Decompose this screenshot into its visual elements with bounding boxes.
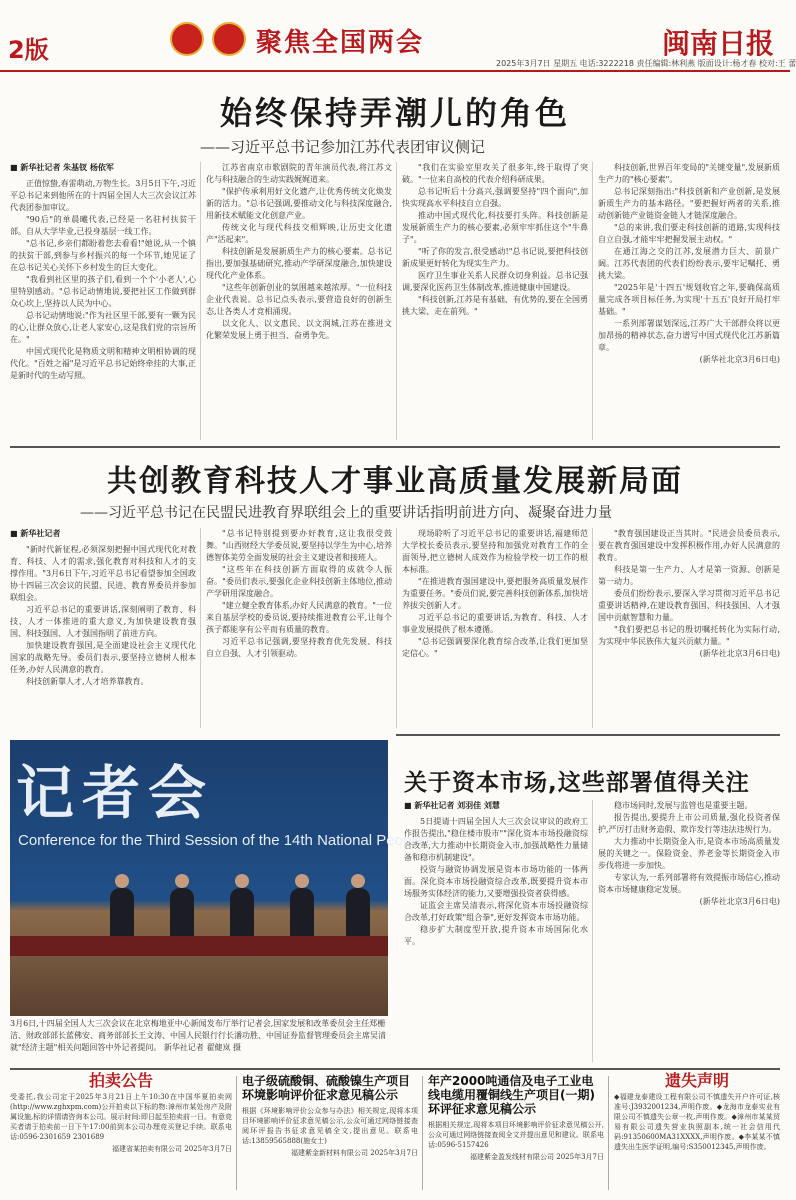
column-divider [200,528,201,728]
paragraph: 5日提请十四届全国人大三次会议审议的政府工作报告提出,"稳住楼市股市""深化资本市场投融资综合改革,大力推动中长期资金入市,加强战略性力量储备和稳市机制建设"。 [404,817,588,862]
section-title: 聚焦全国两会 [256,28,425,58]
dateline: (新华社北京3月6日电) [699,355,780,364]
article2-headline: 共创教育科技人才事业高质量发展新局面 [107,464,683,499]
article2-byline: ■ 新华社记者 [10,529,61,538]
photo-backdrop-title: 记者会 [16,759,215,827]
paragraph: 以文化人、以文惠民、以文润城,江苏在推进文化繁荣发展上勇于担当、奋勇争先。 [206,319,392,340]
article2-column-1 [10,528,196,728]
paragraph: 投资与融资协调发展是资本市场功能的一体两面。深化资本市场投融资综合改革,既要提升资本市场服务实体经济的能力,又要增强投资者获得感。 [404,865,588,898]
paragraph: "保护传承利用好文化遗产,让优秀传统文化焕发新的活力。"总书记强调,要推动文化与科技深度融合,用新技术赋能文化创意产业。 [206,187,392,220]
ad-divider [422,1076,423,1190]
eia-notice-1 [242,1074,418,1194]
column-divider [592,162,593,440]
dateline: (新华社北京3月6日电) [699,649,780,658]
paragraph: 传统文化与现代科技交相辉映,让历史文化遗产"活起来"。 [206,223,392,244]
paragraph: 江苏省南京市歌剧院的青年演员代表,将江苏文化与科技融合的生动实践娓娓道来。 [206,163,392,184]
speaker-figure [290,888,314,938]
article2-column-3 [402,528,588,728]
article1-column-3 [402,162,588,440]
paragraph: 总书记深刻指出:"科技创新和产业创新,是发展新质生产力的基本路径。"要把握好两者的关系,推动创新链产业链资金链人才链深度融合。 [598,187,780,220]
photo-backdrop-english: Conference for the Third Session of the 14th National People's [18,832,434,849]
ad-body: 根据相关规定,现将本项目环境影响评价征求意见稿公开,公众可通过网络链接查阅全文并提出意见和建议。联系电话:0596-5157426 [428,1121,604,1149]
ad-title: 拍卖公告 [88,1071,153,1090]
masthead [0,0,796,72]
ad-title: 遗失声明 [664,1071,729,1090]
article3-column-1 [404,800,588,1062]
classified-ads [10,1068,780,1194]
paragraph: "科技创新,江苏是有基础、有优势的,要在全国勇挑大梁、走在前列。" [402,295,588,316]
conference-desk [10,936,388,956]
paragraph: 稳市场同时,发展与监管也是重要主题。 [614,801,753,810]
paragraph: 报告提出,要提升上市公司质量,强化投资者保护,严厉打击财务造假、欺诈发行等违法违规行为。 [598,813,780,834]
paragraph: "我们要把总书记的殷切嘱托转化为实际行动,为实现中华民族伟大复兴贡献力量。" [598,625,780,646]
section-separator [396,734,780,736]
paragraph: "总书记,乡亲们都盼着您去看看!"她说,从一个镇的扶贫干部,到参与乡村振兴的每一个环节,她见证了在总书记关心关怀下乡村发生的巨大变化。 [10,239,196,272]
ad-divider [236,1076,237,1190]
paragraph: "新时代新征程,必须深刻把握中国式现代化对教育、科技、人才的需求,强化教育对科技和人才的支撑作用。"3月6日下午,习近平总书记看望参加全国政协十四届三次会议的民盟、民进、教育界委员并参加联组会。 [10,545,196,602]
speaker-figure [110,888,134,938]
paragraph: "总书记强调要深化教育综合改革,让我们更加坚定信心。" [402,637,588,658]
paragraph: "这些年创新创业的氛围越来越浓厚。"一位科技企业代表说。总书记点头表示,要营造良好的创新生态,让各类人才竞相涌现。 [206,283,392,316]
column-divider [200,162,201,440]
cppcc-emblem-icon [212,22,246,56]
paragraph: "建立健全教育体系,办好人民满意的教育。"一位来自基层学校的委员说,要持续推进教育公平,让每个孩子都能享有公平而有质量的教育。 [206,601,392,634]
ad-signature: 福建紫金新材料有限公司 2025年3月7日 [291,1149,418,1157]
ad-signature: 福建省某拍卖有限公司 2025年3月7日 [112,1145,232,1153]
section-separator [10,446,780,448]
paragraph: 委员们纷纷表示,要深入学习贯彻习近平总书记重要讲话精神,在建设教育强国、科技强国、人才强国中贡献智慧和力量。 [598,589,780,622]
article1-column-1 [10,162,196,440]
paragraph: 习近平总书记的重要讲话,为教育、科技、人才事业发展提供了根本遵循。 [402,613,588,634]
paragraph: 科技创新,世界百年变局的"关键变量",发展新质生产力的"核心要素"。 [598,163,780,184]
paragraph: 习近平总书记的重要讲话,深刻阐明了教育、科技、人才一体推进的重大意义,为加快建设教育强国、科技强国、人才强国指明了前进方向。 [10,605,196,638]
article1-headline: 始终保持弄潮儿的角色 [219,94,570,132]
article2-column-4 [598,528,780,728]
paragraph: 科技创新靠人才,人才培养靠教育。 [26,677,149,686]
newspaper-name: 闽南日报 [661,27,774,60]
eia-notice-2 [428,1074,604,1194]
paragraph: 正值惊蛰,春雷萌动,万物生长。3月5日下午,习近平总书记来到他所在的十四届全国人大三次会议江苏代表团参加审议。 [10,179,196,212]
paragraph: 大力推动中长期资金入市,是资本市场高质量发展的关键之一。保险资金、养老金等长期资金入市步伐将进一步加快。 [598,837,780,870]
article2-subheadline: ——习近平总书记在民盟民进教育界联组会上的重要讲话指明前进方向、凝聚奋进力量 [80,505,612,521]
paragraph: "这些年在科技创新方面取得的成就令人振奋。"委员们表示,要强化企业科技创新主体地位,推动产学研用深度融合。 [206,565,392,598]
paragraph: 科技创新是发展新质生产力的核心要素。总书记指出,要加强基础研究,推动产学研深度融合,加快建设现代化产业体系。 [206,247,392,280]
paragraph: "我们在实验室里攻关了很多年,终于取得了突破。"一位来自高校的代表介绍科研成果。 [402,163,588,184]
paragraph: "在推进教育强国建设中,要把服务高质量发展作为重要任务。"委员们说,要完善科技创新体系,加快培养拔尖创新人才。 [402,577,588,610]
press-conference-photo [10,740,434,1016]
paragraph: "总书记特别提到要办好教育,这让我很受鼓舞。"山西财经大学委员说,要坚持以学生为中心,培养德智体美劳全面发展的社会主义建设者和接班人。 [206,529,392,562]
paragraph: 总书记听后十分高兴,强调要坚持"四个面向",加快实现高水平科技自立自强。 [402,187,588,208]
speaker-figure [170,888,194,938]
dateline: (新华社北京3月6日电) [699,897,780,906]
speaker-figure [346,888,370,938]
ad-body: ◆福建龙泰建设工程有限公司不慎遗失开户许可证,核准号:J3932001234,声明作废。◆龙海市龙泰实业有限公司不慎遗失公章一枚,声明作废。◆漳州市某某贸易有限公司遗失营业执照副本,统一社会信用代码:91350600MA31XXXX,声明作废。◆李某某不慎遗失出生医学证明,编号:S350012345,声明作废。 [614,1093,780,1151]
ad-signature: 福建紫金盈发线材有限公司 2025年3月7日 [470,1153,604,1161]
paragraph: 总书记动情地说:"作为社区里干部,要有一颗为民的心,让群众放心,让老人家安心,这是我们党的宗旨所在。" [10,311,196,344]
paragraph: "听了你的发言,很受感动!"总书记说,要把科技创新成果更好转化为现实生产力。 [402,247,588,268]
loss-statement [614,1071,780,1194]
article1-column-2 [206,162,392,440]
paragraph: "总的来讲,我们要走科技创新的道路,实现科技自立自强,才能牢牢把握发展主动权。" [598,223,780,244]
paragraph: 稳步扩大制度型开放,提升资本市场国际化水平。 [404,925,588,946]
ad-body: 根据《环境影响评价公众参与办法》相关规定,现将本项目环境影响评价征求意见稿公示,公众可通过网络链接查阅环评报告书征求意见稿全文,提出意见。联系电话:13859565888(施女士) [242,1107,418,1145]
column-divider [592,528,593,728]
photo-caption: 3月6日,十四届全国人大三次会议在北京梅地亚中心新闻发布厅举行记者会,国家发展和改革委员会主任郑栅洁、财政部部长蓝佛安、商务部部长王文涛、中国人民银行行长潘功胜、中国证券监督管理委员会主席吴清就"经济主题"相关问题回答中外记者提问。 新华社记者 翟健岚 摄 [10,1019,386,1052]
paragraph: "2025年是'十四五'规划收官之年,要确保高质量完成各项目标任务,为实现'十五五'良好开局打牢基础。" [598,283,780,316]
paragraph: 科技是第一生产力、人才是第一资源、创新是第一动力。 [598,565,780,586]
article2-column-2 [206,528,392,728]
paragraph: 现场聆听了习近平总书记的重要讲话,福建师范大学校长委员表示,要坚持和加强党对教育工作的全面领导,把立德树人成效作为检验学校一切工作的根本标准。 [402,529,588,574]
ad-title: 电子级硫酸铜、硫酸镍生产项目环境影响评价征求意见稿公示 [242,1074,411,1102]
paragraph: 医疗卫生事业关系人民群众切身利益。总书记强调,要深化医药卫生体制改革,推进健康中国建设。 [402,271,588,292]
column-divider [592,800,593,1062]
article3-byline: ■ 新华社记者 刘羽佳 刘慧 [404,801,500,810]
article1-byline: ■ 新华社记者 朱基钗 杨依军 [10,163,114,172]
paragraph: 证监会主席吴清表示,将深化资本市场投融资综合改革,打好政策"组合拳",更好发挥资本市场功能。 [404,901,588,922]
ad-divider [608,1076,609,1190]
paragraph: "教育强国建设正当其时。"民进会员委员表示,要在教育强国建设中发挥积极作用,办好人民满意的教育。 [598,529,780,562]
paragraph: 在通江海之交的江苏,发展潜力巨大、前景广阔。江苏代表团的代表们纷纷表示,要牢记嘱托、勇挑大梁。 [598,247,780,280]
article3-headline: 关于资本市场,这些部署值得关注 [404,770,750,796]
paragraph: 习近平总书记强调,要坚持教育优先发展、科技自立自强、人才引领驱动。 [206,637,392,658]
paragraph: "90后"的单晨曦代表,已经是一名驻村扶贫干部。自从大学毕业,已投身基层一线工作。 [10,215,196,236]
paragraph: 一系列部署谋划深远,江苏广大干部群众将以更加昂扬的精神状态,奋力谱写中国式现代化江苏新篇章。 [598,319,780,352]
ad-title: 年产2000吨通信及电子工业电线电缆用覆铜线生产项目(一期)环评征求意见稿公示 [428,1074,595,1116]
column-divider [396,528,397,728]
page-number: 2版 [8,36,49,64]
national-emblem-icon [170,22,204,56]
article1-column-4 [598,162,780,440]
ad-body: 受委托,我公司定于2025年3月21日上午10:30在中国华夏拍卖网(http://www.zghxpm.com)公开拍卖以下标的物:漳州市某处房产及附属设施,标的详情请咨询本公司。展示时间:即日起至拍卖前一日。有意竞买者请于拍卖前一日下午17:00前到本公司办理竞买登记手续。联系电话:0596-2301659 2301689 [10,1093,232,1141]
column-divider [396,162,397,440]
article1-subheadline: ——习近平总书记参加江苏代表团审议侧记 [200,138,486,156]
article3-column-2 [598,800,780,1062]
paragraph: 推动中国式现代化,科技要打头阵。科技创新是发展新质生产力的核心要素,必须牢牢抓住这个"牛鼻子"。 [402,211,588,244]
paragraph: "我看到社区里的孩子们,看到一个个'小老人',心里特别感动。"总书记动情地说,要把社区工作做到群众心坎上,坚持以人民为中心。 [10,275,196,308]
date-editor-line: 2025年3月7日 星期五 电话:3222218 责任编辑:林利燕 版面设计:杨才春 校对:王 蕾 [496,59,796,68]
paragraph: 专家认为,一系列部署将有效提振市场信心,推动资本市场健康稳定发展。 [598,873,780,894]
paragraph: 加快建设教育强国,是全面建设社会主义现代化国家的战略先导。委员们表示,要坚持立德树人根本任务,办好人民满意的教育。 [10,641,196,674]
auction-notice [10,1071,232,1194]
speaker-figure [230,888,254,938]
paragraph: 中国式现代化是物质文明和精神文明相协调的现代化。"百姓之福"是习近平总书记始终牵挂的大事,正是新时代的生动写照。 [10,347,196,380]
